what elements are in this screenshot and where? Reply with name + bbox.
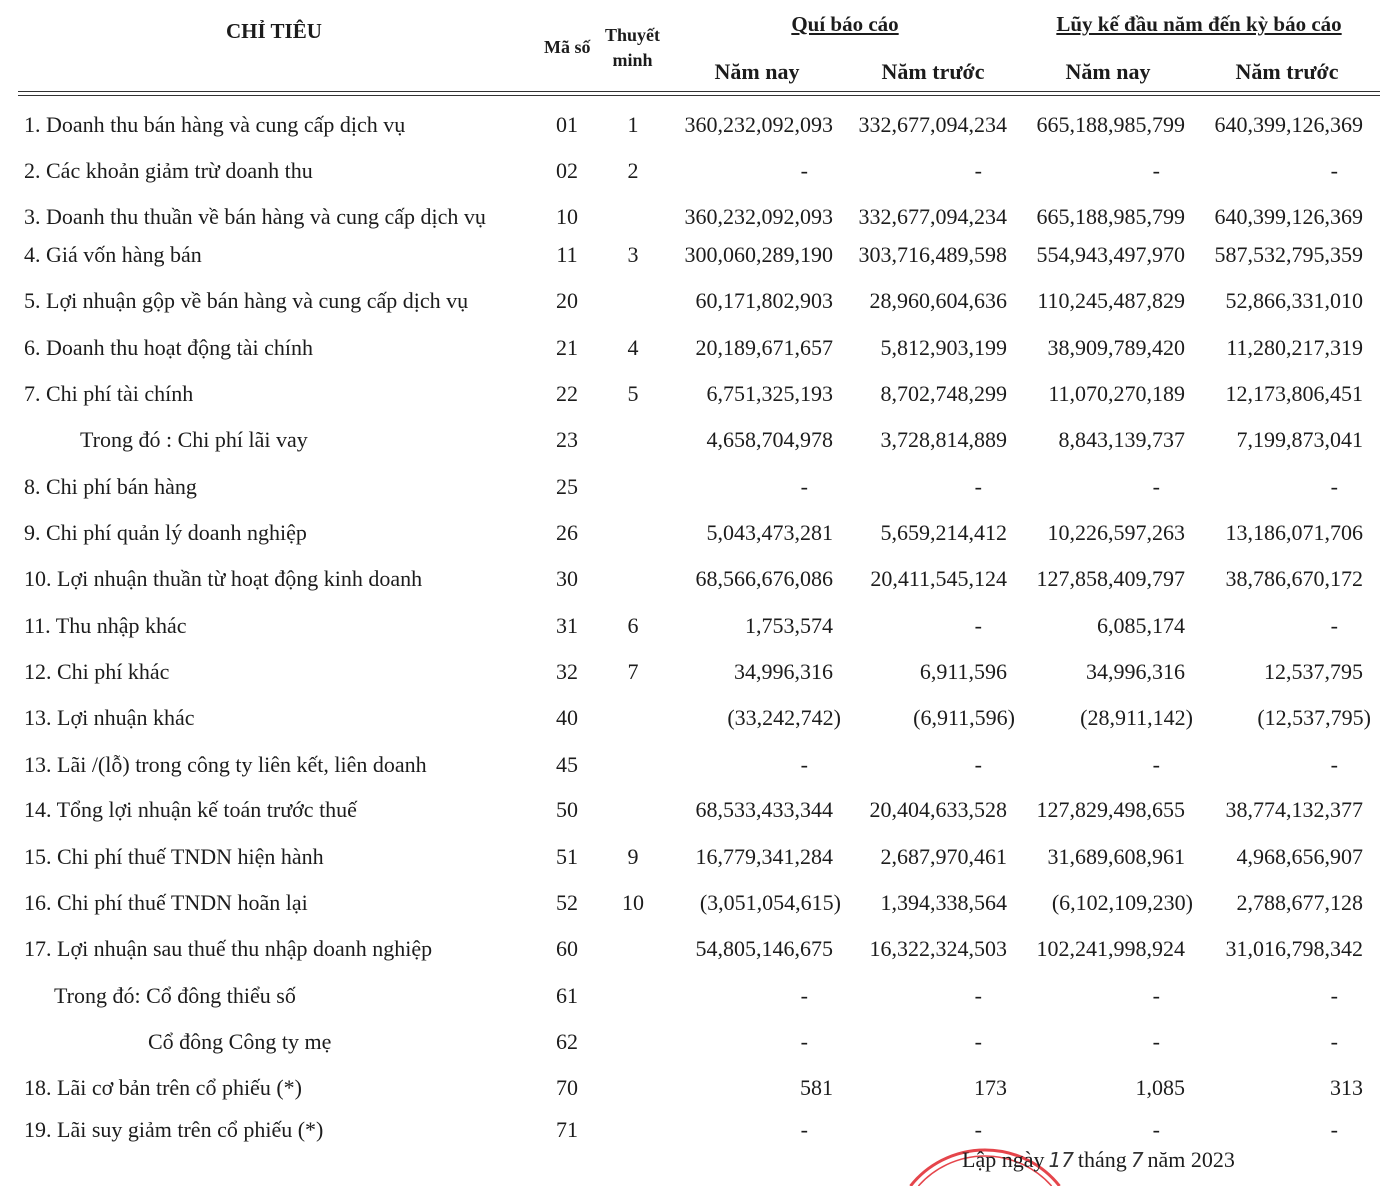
- row-label: 8. Chi phí bán hàng: [24, 474, 197, 499]
- table-row: [0, 705, 1384, 735]
- subheader-quarter-prev-year: Năm trước: [881, 59, 985, 84]
- cell-quarter-this-year: -: [800, 983, 808, 1008]
- row-label: 2. Các khoản giảm trừ doanh thu: [24, 158, 313, 183]
- row-code: 71: [556, 1117, 578, 1142]
- row-label: 6. Doanh thu hoạt động tài chính: [24, 335, 314, 360]
- cell-quarter-this-year: 6,751,325,193: [706, 381, 833, 406]
- cell-ytd-this-year: -: [1152, 474, 1160, 499]
- cell-quarter-this-year: -: [800, 158, 808, 183]
- group-header-quarter: Quí báo cáo: [791, 12, 899, 36]
- table-row: [0, 659, 1384, 689]
- row-code: 20: [556, 288, 578, 313]
- row-code: 30: [556, 566, 578, 591]
- row-code: 62: [556, 1029, 578, 1054]
- row-code: 01: [556, 112, 578, 137]
- table-row: [0, 1075, 1384, 1105]
- row-label: Trong đó: Cổ đông thiểu số: [54, 983, 296, 1008]
- subheader-ytd-prev-year: Năm trước: [1235, 59, 1339, 84]
- row-code: 22: [556, 381, 578, 406]
- row-code: 32: [556, 659, 578, 684]
- table-row: [0, 936, 1384, 966]
- cell-ytd-prev-year: 12,537,795: [1264, 659, 1363, 684]
- cell-ytd-this-year: -: [1152, 1029, 1160, 1054]
- column-header-indicator: CHỈ TIÊU: [226, 19, 322, 43]
- cell-ytd-prev-year: 4,968,656,907: [1236, 844, 1363, 869]
- cell-quarter-prev-year: 16,322,324,503: [869, 936, 1007, 961]
- cell-ytd-this-year: 665,188,985,799: [1036, 204, 1185, 229]
- cell-ytd-prev-year: 640,399,126,369: [1214, 112, 1363, 137]
- cell-ytd-this-year: 102,241,998,924: [1036, 936, 1185, 961]
- table-row: [0, 752, 1384, 782]
- cell-ytd-this-year: -: [1152, 983, 1160, 1008]
- cell-quarter-this-year: 68,566,676,086: [695, 566, 833, 591]
- cell-quarter-prev-year: 332,677,094,234: [858, 204, 1007, 229]
- cell-ytd-prev-year: 13,186,071,706: [1225, 520, 1363, 545]
- cell-quarter-this-year: 60,171,802,903: [695, 288, 833, 313]
- cell-ytd-this-year: -: [1152, 752, 1160, 777]
- column-header-note-line2: minh: [612, 50, 653, 70]
- row-label: Trong đó : Chi phí lãi vay: [80, 427, 308, 452]
- row-label: 10. Lợi nhuận thuần từ hoạt động kinh doanh: [24, 566, 423, 591]
- cell-quarter-prev-year: 303,716,489,598: [858, 242, 1007, 267]
- table-row: [0, 381, 1384, 411]
- cell-quarter-this-year: (3,051,054,615): [699, 890, 841, 915]
- header-divider-bottom: [18, 95, 1380, 96]
- cell-quarter-this-year: 581: [800, 1075, 833, 1100]
- cell-quarter-prev-year: (6,911,596): [913, 705, 1015, 730]
- cell-quarter-this-year: 360,232,092,093: [684, 204, 833, 229]
- group-header-ytd: Lũy kế đầu năm đến kỳ báo cáo: [1056, 12, 1342, 36]
- row-note: 6: [627, 613, 639, 638]
- header-divider-top: [18, 91, 1380, 92]
- cell-quarter-this-year: 34,996,316: [734, 659, 833, 684]
- column-header-note-line1: Thuyết: [605, 25, 661, 45]
- cell-ytd-this-year: 34,996,316: [1086, 659, 1185, 684]
- cell-ytd-prev-year: -: [1330, 613, 1338, 638]
- cell-quarter-prev-year: -: [974, 752, 982, 777]
- cell-quarter-prev-year: 2,687,970,461: [880, 844, 1007, 869]
- table-row: [0, 1117, 1384, 1147]
- table-row: [0, 335, 1384, 365]
- cell-ytd-prev-year: -: [1330, 1117, 1338, 1142]
- cell-ytd-this-year: -: [1152, 1117, 1160, 1142]
- cell-quarter-prev-year: 20,411,545,124: [870, 566, 1007, 591]
- row-label: 7. Chi phí tài chính: [24, 381, 194, 406]
- row-label: 4. Giá vốn hàng bán: [24, 242, 202, 267]
- row-label: 1. Doanh thu bán hàng và cung cấp dịch vụ: [24, 112, 406, 137]
- cell-quarter-this-year: 68,533,433,344: [695, 797, 833, 822]
- table-row: [0, 427, 1384, 457]
- row-code: 50: [556, 797, 578, 822]
- column-header-note: [605, 23, 660, 73]
- table-row: [0, 613, 1384, 643]
- cell-quarter-this-year: 54,805,146,675: [695, 936, 833, 961]
- cell-quarter-this-year: -: [800, 474, 808, 499]
- row-note: 7: [627, 659, 639, 684]
- cell-ytd-this-year: 10,226,597,263: [1047, 520, 1185, 545]
- cell-ytd-prev-year: -: [1330, 474, 1338, 499]
- cell-ytd-this-year: 31,689,608,961: [1047, 844, 1185, 869]
- row-label: 3. Doanh thu thuần về bán hàng và cung cấp dịch vụ: [24, 204, 486, 229]
- row-code: 45: [556, 752, 578, 777]
- table-row: [0, 890, 1384, 920]
- table-row: [0, 242, 1384, 272]
- row-label: 11. Thu nhập khác: [24, 613, 187, 638]
- row-label: Cổ đông Công ty mẹ: [148, 1029, 332, 1054]
- cell-quarter-this-year: 4,658,704,978: [706, 427, 833, 452]
- cell-ytd-this-year: 110,245,487,829: [1037, 288, 1185, 313]
- cell-ytd-prev-year: 31,016,798,342: [1225, 936, 1363, 961]
- cell-quarter-prev-year: -: [974, 1117, 982, 1142]
- cell-quarter-this-year: (33,242,742): [727, 705, 841, 730]
- cell-quarter-this-year: 5,043,473,281: [706, 520, 833, 545]
- table-row: [0, 566, 1384, 596]
- cell-ytd-prev-year: -: [1330, 1029, 1338, 1054]
- row-note: 3: [627, 242, 639, 267]
- cell-ytd-this-year: (6,102,109,230): [1051, 890, 1193, 915]
- row-code: 11: [556, 242, 578, 267]
- date-month-handwritten: 7: [1130, 1148, 1144, 1172]
- cell-ytd-this-year: 38,909,789,420: [1047, 335, 1185, 360]
- cell-ytd-prev-year: 12,173,806,451: [1225, 381, 1363, 406]
- cell-ytd-prev-year: 313: [1330, 1075, 1363, 1100]
- cell-ytd-this-year: 8,843,139,737: [1058, 427, 1185, 452]
- cell-quarter-prev-year: 173: [974, 1075, 1007, 1100]
- row-note: 2: [627, 158, 639, 183]
- cell-ytd-this-year: 6,085,174: [1097, 613, 1185, 638]
- table-row: [0, 1029, 1384, 1059]
- cell-ytd-this-year: 1,085: [1135, 1075, 1185, 1100]
- cell-ytd-prev-year: 2,788,677,128: [1236, 890, 1363, 915]
- row-code: 10: [556, 204, 578, 229]
- subheader-ytd-this-year: Năm nay: [1065, 59, 1151, 84]
- cell-quarter-prev-year: -: [974, 613, 982, 638]
- row-label: 14. Tổng lợi nhuận kế toán trước thuế: [24, 797, 357, 822]
- cell-quarter-prev-year: 5,659,214,412: [880, 520, 1007, 545]
- cell-ytd-prev-year: 52,866,331,010: [1225, 288, 1363, 313]
- row-label: 17. Lợi nhuận sau thuế thu nhập doanh nghiệp: [24, 936, 433, 961]
- cell-quarter-prev-year: 332,677,094,234: [858, 112, 1007, 137]
- signing-date: [962, 1147, 1235, 1173]
- cell-ytd-this-year: 127,829,498,655: [1036, 797, 1185, 822]
- cell-quarter-this-year: 300,060,289,190: [684, 242, 833, 267]
- row-label: 12. Chi phí khác: [24, 659, 170, 684]
- row-code: 52: [556, 890, 578, 915]
- row-code: 26: [556, 520, 578, 545]
- cell-quarter-this-year: -: [800, 1029, 808, 1054]
- row-label: 13. Lợi nhuận khác: [24, 705, 195, 730]
- cell-ytd-this-year: -: [1152, 158, 1160, 183]
- row-code: 31: [556, 613, 578, 638]
- cell-ytd-this-year: (28,911,142): [1080, 705, 1193, 730]
- table-row: [0, 844, 1384, 874]
- date-month-word: tháng: [1077, 1147, 1127, 1172]
- cell-quarter-this-year: 360,232,092,093: [684, 112, 833, 137]
- cell-ytd-this-year: 554,943,497,970: [1036, 242, 1185, 267]
- row-note: 1: [627, 112, 639, 137]
- date-year: năm 2023: [1147, 1147, 1235, 1172]
- row-note: 9: [627, 844, 639, 869]
- row-label: 18. Lãi cơ bản trên cổ phiếu (*): [24, 1075, 302, 1100]
- table-row: [0, 158, 1384, 188]
- table-row: [0, 474, 1384, 504]
- subheader-quarter-this-year: Năm nay: [714, 59, 800, 84]
- cell-quarter-prev-year: 6,911,596: [919, 659, 1007, 684]
- cell-ytd-prev-year: 7,199,873,041: [1236, 427, 1363, 452]
- row-note: 4: [627, 335, 639, 360]
- row-label: 13. Lãi /(lỗ) trong công ty liên kết, liên doanh: [24, 752, 427, 777]
- cell-quarter-prev-year: 20,404,633,528: [869, 797, 1007, 822]
- cell-quarter-prev-year: -: [974, 983, 982, 1008]
- table-row: [0, 520, 1384, 550]
- cell-quarter-prev-year: 1,394,338,564: [880, 890, 1007, 915]
- date-prefix: Lập ngày: [962, 1147, 1045, 1172]
- row-code: 25: [556, 474, 578, 499]
- cell-quarter-prev-year: -: [974, 474, 982, 499]
- cell-quarter-prev-year: 3,728,814,889: [880, 427, 1007, 452]
- row-code: 60: [556, 936, 578, 961]
- cell-ytd-this-year: 11,070,270,189: [1048, 381, 1185, 406]
- cell-quarter-prev-year: 5,812,903,199: [880, 335, 1007, 360]
- date-day-handwritten: 17: [1048, 1148, 1074, 1172]
- column-header-code: Mã số: [544, 37, 591, 57]
- cell-ytd-prev-year: -: [1330, 752, 1338, 777]
- cell-ytd-prev-year: -: [1330, 983, 1338, 1008]
- table-row: [0, 204, 1384, 234]
- cell-quarter-prev-year: 8,702,748,299: [880, 381, 1007, 406]
- cell-ytd-prev-year: (12,537,795): [1257, 705, 1371, 730]
- row-code: 21: [556, 335, 578, 360]
- cell-quarter-prev-year: 28,960,604,636: [869, 288, 1007, 313]
- table-row: [0, 112, 1384, 142]
- cell-quarter-this-year: 1,753,574: [745, 613, 833, 638]
- row-code: 23: [556, 427, 578, 452]
- cell-quarter-this-year: 20,189,671,657: [695, 335, 833, 360]
- row-label: 5. Lợi nhuận gộp về bán hàng và cung cấp dịch vụ: [24, 288, 469, 313]
- cell-ytd-prev-year: 38,774,132,377: [1225, 797, 1363, 822]
- row-code: 40: [556, 705, 578, 730]
- cell-quarter-this-year: 16,779,341,284: [695, 844, 833, 869]
- row-label: 19. Lãi suy giảm trên cổ phiếu (*): [24, 1117, 324, 1142]
- row-label: 15. Chi phí thuế TNDN hiện hành: [24, 844, 324, 869]
- row-label: 16. Chi phí thuế TNDN hoãn lại: [24, 890, 308, 915]
- row-code: 70: [556, 1075, 578, 1100]
- cell-ytd-prev-year: 587,532,795,359: [1214, 242, 1363, 267]
- row-code: 02: [556, 158, 578, 183]
- cell-ytd-this-year: 665,188,985,799: [1036, 112, 1185, 137]
- row-note: 5: [627, 381, 639, 406]
- cell-quarter-this-year: -: [800, 1117, 808, 1142]
- cell-ytd-this-year: 127,858,409,797: [1036, 566, 1185, 591]
- row-label: 9. Chi phí quản lý doanh nghiệp: [24, 520, 307, 545]
- cell-ytd-prev-year: 11,280,217,319: [1226, 335, 1363, 360]
- row-code: 51: [556, 844, 578, 869]
- table-row: [0, 797, 1384, 827]
- row-code: 61: [556, 983, 578, 1008]
- cell-ytd-prev-year: 38,786,670,172: [1225, 566, 1363, 591]
- cell-quarter-prev-year: -: [974, 1029, 982, 1054]
- cell-ytd-prev-year: 640,399,126,369: [1214, 204, 1363, 229]
- cell-ytd-prev-year: -: [1330, 158, 1338, 183]
- cell-quarter-this-year: -: [800, 752, 808, 777]
- cell-quarter-prev-year: -: [974, 158, 982, 183]
- table-row: [0, 983, 1384, 1013]
- row-note: 10: [622, 890, 644, 915]
- table-row: [0, 288, 1384, 318]
